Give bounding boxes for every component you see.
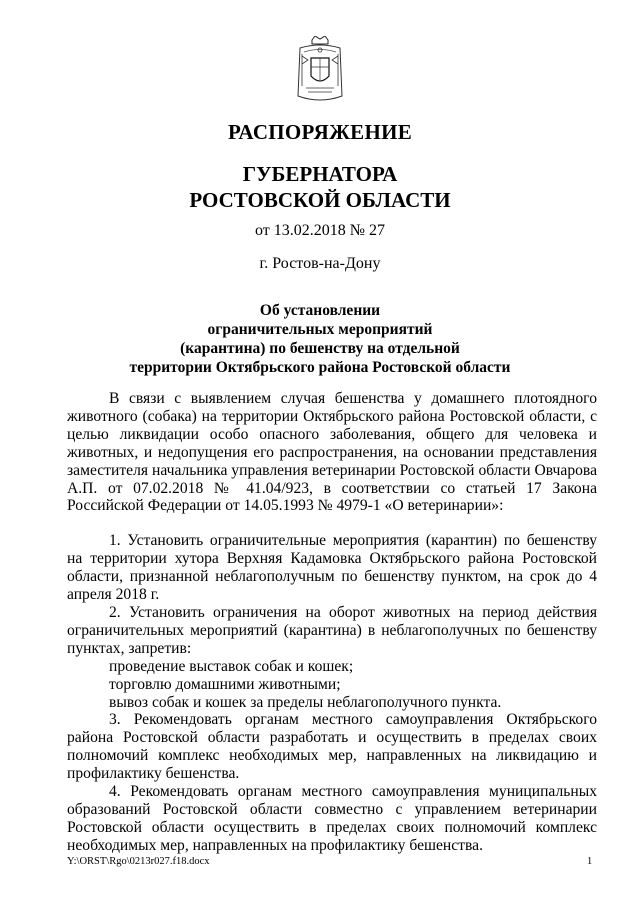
item-2-subitem: проведение выставок собак и кошек; — [109, 657, 354, 675]
document-city: г. Ростов-на-Дону — [259, 255, 381, 272]
issuer-heading — [0, 161, 640, 213]
document-body — [67, 390, 597, 855]
issuer-line: ГУБЕРНАТОРА — [242, 162, 398, 186]
subject-line: территории Октябрьского района Ростовской области — [129, 359, 511, 376]
item-paragraph-3: 3. Рекомендовать органам местного самоуправления Октябрьского района Ростовской области разработать и осуществить в пределах своих полномочий комплекс необходимых мер, направленных на ликвидацию и профилактику бешенства. — [67, 711, 597, 783]
footer-file-path: Y:\ORST\Rgo\0213r027.f18.docx — [67, 856, 210, 867]
coat-of-arms-icon — [294, 36, 346, 104]
preamble-paragraph: В связи с выявлением случая бешенства у домашнего плотоядного животного (собака) на территории Октябрьского района Ростовской области, с целью ликвидации особо опасного заболевания, общего для человека и животных, и недопущения его распространения, на основании представления заместителя начальника управления ветеринарии Ростовской области Овчарова А.П. от 07.02.2018 № 41.04/923, в соответствии со статьей 17 Закона Российской Федерации от 14.05.1993 № 4979-1 «О ветеринарии»: — [67, 390, 597, 515]
footer-page-number: 1 — [587, 856, 593, 867]
issuer-line: РОСТОВСКОЙ ОБЛАСТИ — [189, 188, 451, 212]
subject-line: (карантина) по бешенству на отдельной — [180, 340, 460, 357]
document-subject — [0, 301, 640, 377]
item-2-subitem: вывоз собак и кошек за пределы неблагополучного пункта. — [109, 693, 502, 711]
item-paragraph-2: 2. Установить ограничения на оборот животных на период действия ограничительных мероприятий (карантина) в неблагополучных по бешенству пунктах, запретив: — [67, 603, 597, 657]
document-type-title: РАСПОРЯЖЕНИЕ — [227, 120, 413, 144]
item-paragraph-4: 4. Рекомендовать органам местного самоуправления муниципальных образований Ростовской области совместно с управлением ветеринарии Ростовской области осуществить в пределах своих полномочий комплекс необходимых мер, направленных на профилактику бешенства. — [67, 783, 597, 854]
document-date-number: от 13.02.2018 № 27 — [254, 222, 386, 239]
item-paragraph-1: 1. Установить ограничительные мероприятия (карантин) по бешенству на территории хутора Верхняя Кадамовка Октябрьского района Ростовской области, признанной неблагополучным по бешенству пунктом, на срок до 4 апреля 2018 г. — [67, 532, 597, 604]
subject-line: ограничительных мероприятий — [207, 321, 433, 338]
subject-line: Об установлении — [259, 302, 381, 319]
item-2-subitem: торговлю домашними животными; — [109, 675, 341, 693]
